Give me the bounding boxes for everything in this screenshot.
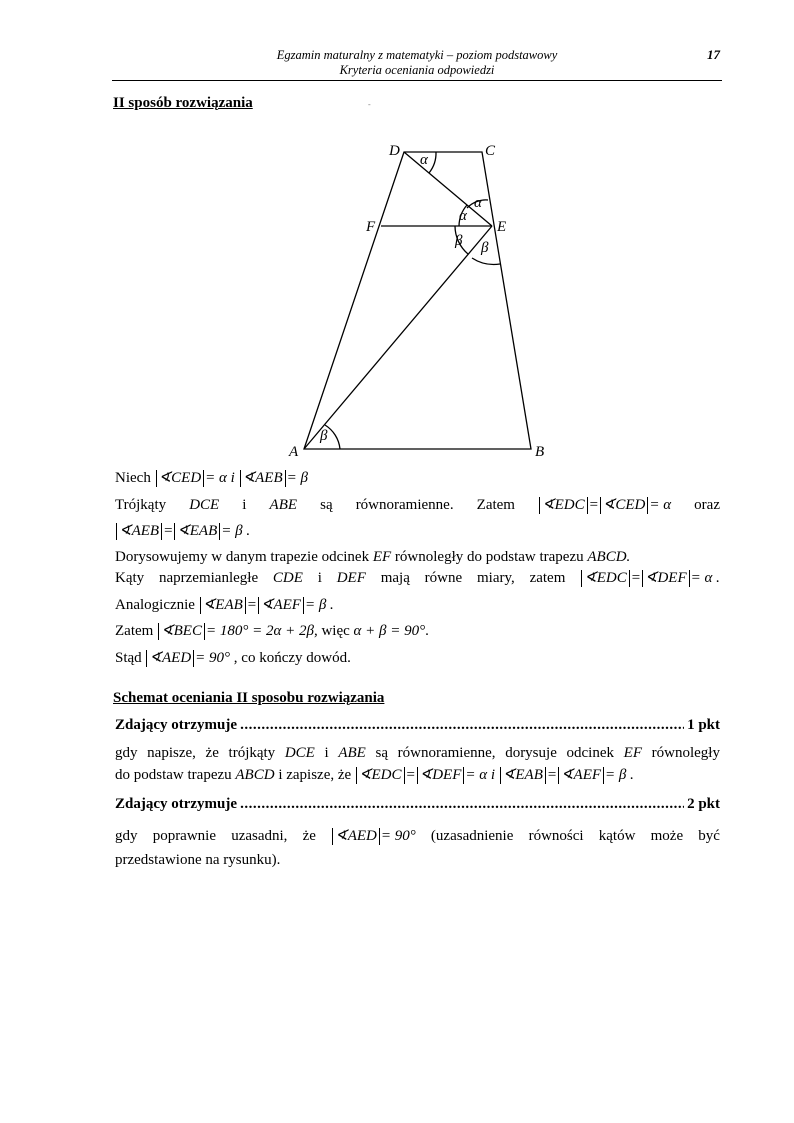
header-subtitle: Kryteria oceniania odpowiedzi	[339, 63, 495, 77]
proof-line-6: Analogicznie ∢EAB = ∢AEF = β .	[115, 597, 334, 613]
trapezoid-figure	[0, 0, 794, 470]
scheme-2-line-2: przedstawione na rysunku).	[115, 852, 281, 868]
angle-label-aeb: β	[481, 240, 489, 256]
arc-angle-aeb	[472, 258, 500, 264]
angle-label-ced: α	[474, 195, 482, 211]
angle-label-def: α	[459, 208, 467, 224]
leader-dots	[240, 796, 684, 813]
section-title: II sposób rozwiązania	[113, 95, 253, 111]
angle-label-eab: β	[320, 428, 328, 444]
point-label-e: E	[497, 219, 507, 235]
proof-line-5: Kąty naprzemianległe CDE i DEF mają równe miary, zatem ∢EDC = ∢DEF = α .	[115, 570, 720, 586]
proof-line-4: Dorysowujemy w danym trapezie odcinek EF równoległy do podstaw trapezu ABCD.	[115, 549, 631, 565]
proof-line-2: Trójkąty DCE i ABE są równoramienne. Zatem ∢EDC = ∢CED = α oraz	[115, 497, 720, 513]
scheme-2-line-1: gdy poprawnie uzasadni, że ∢AED = 90° (uzasadnienie równości kątów może być	[115, 828, 720, 844]
segment-de	[404, 152, 492, 226]
proof-line-7: Zatem ∢BEC = 180° = 2α + 2β, więc α + β = 90°.	[115, 623, 429, 639]
scheme-1-line-2: do podstaw trapezu ABCD i zapisze, że ∢EDC = ∢DEF = α i ∢EAB = ∢AEF = β .	[115, 767, 634, 783]
point-label-b: B	[535, 444, 545, 460]
page-number: 17	[707, 47, 720, 62]
scheme-title: Schemat oceniania II sposobu rozwiązania	[113, 690, 385, 706]
point-label-d: D	[389, 143, 400, 159]
point-label-a: A	[289, 444, 299, 460]
point-label-c: C	[485, 143, 496, 159]
proof-line-1: Niech ∢CED = α i ∢AEB = β	[115, 470, 308, 486]
score-line-2pkt: Zdający otrzymuje ..... 2 pkt	[115, 796, 720, 813]
proof-line-3: ∢AEB = ∢EAB = β .	[115, 521, 720, 541]
score-line-1pkt: Zdający otrzymuje ..... 1 pkt	[115, 717, 720, 734]
leader-dots	[240, 717, 684, 734]
scheme-1-line-1: gdy napisze, że trójkąty DCE i ABE są równoramienne, dorysuje odcinek EF równoległy	[115, 745, 720, 761]
point-label-f: F	[366, 219, 376, 235]
proof-line-8: Stąd ∢AED = 90° , co kończy dowód.	[115, 650, 351, 666]
header-exam-title: Egzamin maturalny z matematyki – poziom podstawowy	[276, 48, 558, 62]
stray-mark: -	[368, 100, 371, 109]
angle-label-edc: α	[420, 152, 428, 168]
trapezoid-abcd	[304, 152, 531, 449]
angle-label-aef: β	[455, 233, 463, 249]
arc-angle-edc	[429, 152, 436, 173]
segment-ae	[304, 226, 492, 449]
